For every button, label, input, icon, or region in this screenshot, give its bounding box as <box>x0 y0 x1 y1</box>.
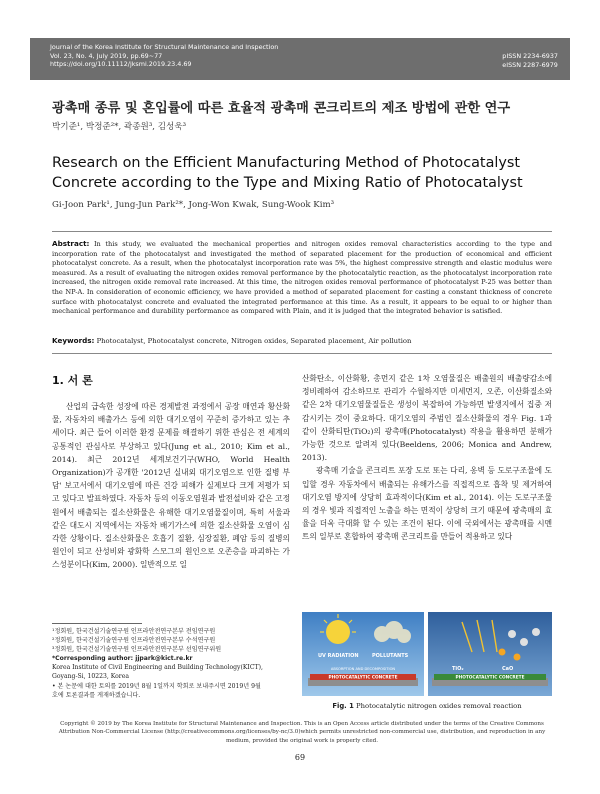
journal-volume: Vol. 23, No. 4, July 2019, pp.69~77 <box>50 51 163 60</box>
figure-caption <box>302 702 552 710</box>
footnote-corresponding: *Corresponding author: jjpark@kict.re.kr <box>52 655 193 663</box>
cao-label: CaO <box>502 666 514 672</box>
page-number: 69 <box>294 753 306 762</box>
absorption-label: ABSORPTION AND DECOMPOSITION <box>330 667 396 671</box>
intro-paragraph-continued: 산화탄소, 이산화황, 총먼지 같은 1차 오염물질은 배출원의 배출량감소에 정비례하여 감소하므로 관리가 수월하지만 미세먼지, 오존, 이산화질소와 같은 2차 대기오염물질들은 생성이 복잡하여 가능하면 발생지에서 집중 저감시키는 것이 중요하다. 대기오염의 주범인 질소산화물의 경우 Fig. 1과 같이 산화티탄(TiO₂)의 광촉매(Photocatalyst) 작용을 활용하면 분해가 가능한 것으로 알려져 있다(Beeldens, 2006; Monica and Andrew, 2013). <box>302 374 552 463</box>
english-title: Research on the Efficient Manufacturing Method of Photocatalyst Concrete according to the Type and Mixing Ratio of Photocatalyst <box>52 155 523 191</box>
uv-label: UV RADIATION <box>318 653 359 659</box>
section-heading-introduction: 1. 서 론 <box>52 374 93 387</box>
footnote-affiliation-1: ¹정회원, 한국건설기술연구원 인프라안전연구본부 전임연구원 <box>52 628 216 635</box>
pissn: pISSN 2234-6937 <box>502 52 558 60</box>
footnote-discussion-1: • 본 논문에 대한 토의를 2019년 8월 1일까지 학회로 보내주시면 2019년 9월 <box>52 682 261 690</box>
copyright-notice: Copyright © 2019 by The Korea Institute for Structural Maintenance and Inspection. This is an Open Access article distributed under the terms of the Creative Commons Attribution Non-Commercial License (http://creativecommons.org/licenses/by-nc/3.0)which permits unrestricted non-commercial use, distribution, and reproduction in any medium, provided the original work is properly cited. <box>58 721 546 744</box>
footnote-affiliation-3: ³정회원, 한국건설기술연구원 인프라안전연구본부 선임연구위원 <box>52 646 222 654</box>
footnote-address: Goyang-Si, 10223, Korea <box>52 673 129 681</box>
tio2-label: TiO₂ <box>452 666 464 672</box>
keywords-text: Photocatalyst, Photocatalyst concrete, Nitrogen oxides, Separated placement, Air pollution <box>96 337 412 345</box>
body-left-column <box>52 400 290 572</box>
abstract <box>52 239 552 317</box>
figure-caption-label: Fig. 1 <box>332 702 354 710</box>
footnotes <box>52 627 290 700</box>
footnote-affiliation-2: ²정회원, 한국건설기술연구원 인프라안전연구본부 수석연구원 <box>52 637 216 645</box>
keywords <box>52 336 552 345</box>
figure-photocatalytic-reaction <box>302 612 552 696</box>
right-banner-label: PHOTOCATALYTIC CONCRETE <box>455 675 525 681</box>
sun-icon <box>326 620 350 644</box>
korean-authors: 박기준¹, 박정준²*, 곽종원³, 김성욱³ <box>52 122 187 132</box>
footnote-discussion-2: 호에 토론결과를 게재하겠습니다. <box>52 691 141 699</box>
left-banner-label: PHOTOCATALYTIC CONCRETE <box>328 675 398 681</box>
body-right-column <box>302 372 552 544</box>
intro-paragraph: 산업의 급속한 성장에 따른 경제발전 과정에서 공장 매연과 황산화물, 자동차의 배출가스 등에 의한 대기오염이 꾸준히 증가하고 있는 추세이다. 최근 들어 이러한 환경 문제를 해결하기 위한 관심은 전 세계의 공통적인 관심사로 부상하고 있다(Jung et al., 2010; Kim et al., 2014). 최근 2012년 세계보건기구(WHO, World Health Organization)가 공개한 '2012년 실내외 대기오염으로 인한 질병 부담' 보고서에서 대기오염에 따른 건강 피해가 실제보다 크게 저평가 되고 있다고 발표하였다. 자동차 등의 이동오염원과 발전설비와 같은 고정원에서 배출되는 질소산화물은 유해한 대기오염물질이며, 특히 서울과 같은 대도시 지역에서는 자동차 배기가스에 의한 질소산화물 오염이 심각한 상황이다. 질소산화물은 호흡기 질환, 심장질환, 폐암 등의 질병의 원인이 되고 산성비와 광화학 스모그의 원인으로 오존층을 파괴하는 가스성분이다(Kim, 2000). 일반적으로 일 <box>52 402 290 570</box>
footnote-rule <box>52 623 142 624</box>
journal-name: Journal of the Korea Institute for Structural Maintenance and Inspection <box>50 43 279 51</box>
abstract-top-rule <box>52 231 552 232</box>
footnote-institution: Korea Institute of Civil Engineering and Building Technology(KICT), <box>52 664 263 672</box>
english-authors: Gi-Joon Park¹, Jung-Jun Park²*, Jong-Won Kwak, Sung-Wook Kim³ <box>52 200 335 210</box>
keywords-label: Keywords: <box>52 336 95 345</box>
keywords-bottom-rule <box>52 353 552 354</box>
pollutants-label: POLLUTANTS <box>372 653 409 659</box>
abstract-text: In this study, we evaluated the mechanical properties and nitrogen oxides removal characteristics according to the type and incorporation rate of the photocatalyst and investigated the method of separated placement for the production of economical and efficient photocatalyst concrete. As a result, when the photocatalyst incorporation rate was 5%, the highest compressive strength and elastic modulus were measured. As a result of evaluating the nitrogen oxides removal performance by the photocatalytic reaction, as the photocatalyst incorporation rate increased, the nitrogen oxide removal rate increased. At this time, the nitrogen oxides removal performance of photocatalyst P-25 was better than the NP-A. In consideration of economic efficiency, we have provided a method of separated placement for casting a constant thickness of concrete surface with photocatalyst concrete and evaluated the integrated performance at this time. As a result, it appears to be equal to or higher than mechanical performance and durability performance as compared with Plain, and it is judged that the integrated behavior is satisfied. <box>52 240 552 316</box>
abstract-label: Abstract: <box>52 239 90 248</box>
figure-caption-text: Photocatalytic nitrogen oxides removal reaction <box>356 702 522 710</box>
intro-paragraph-2: 광촉매 기술을 콘크리트 포장 도로 또는 다리, 옹벽 등 도로구조물에 도입할 경우 자동차에서 배출되는 유해가스를 직접적으로 흡착 및 제거하여 대기오염 방지에 상당히 효과적이다(Kim et al., 2014). 이는 도로구조물의 경우 빛과 직접적인 노출을 하는 면적이 상당히 크기 때문에 광촉매의 효율을 더욱 극대화 할 수 있는 조건이 된다. 이에 국외에서는 광촉매를 시멘트의 일부로 혼합하여 광촉매 콘크리트를 만들어 적용하고 있다 <box>302 466 552 542</box>
korean-title: 광촉매 종류 및 혼입률에 따른 효율적 광촉매 콘크리트의 제조 방법에 관한 연구 <box>52 101 511 116</box>
doi-link[interactable]: https://doi.org/10.11112/jksmi.2019.23.4.69 <box>50 60 192 69</box>
journal-header-band <box>30 38 570 80</box>
eissn: eISSN 2287-6979 <box>502 60 558 69</box>
